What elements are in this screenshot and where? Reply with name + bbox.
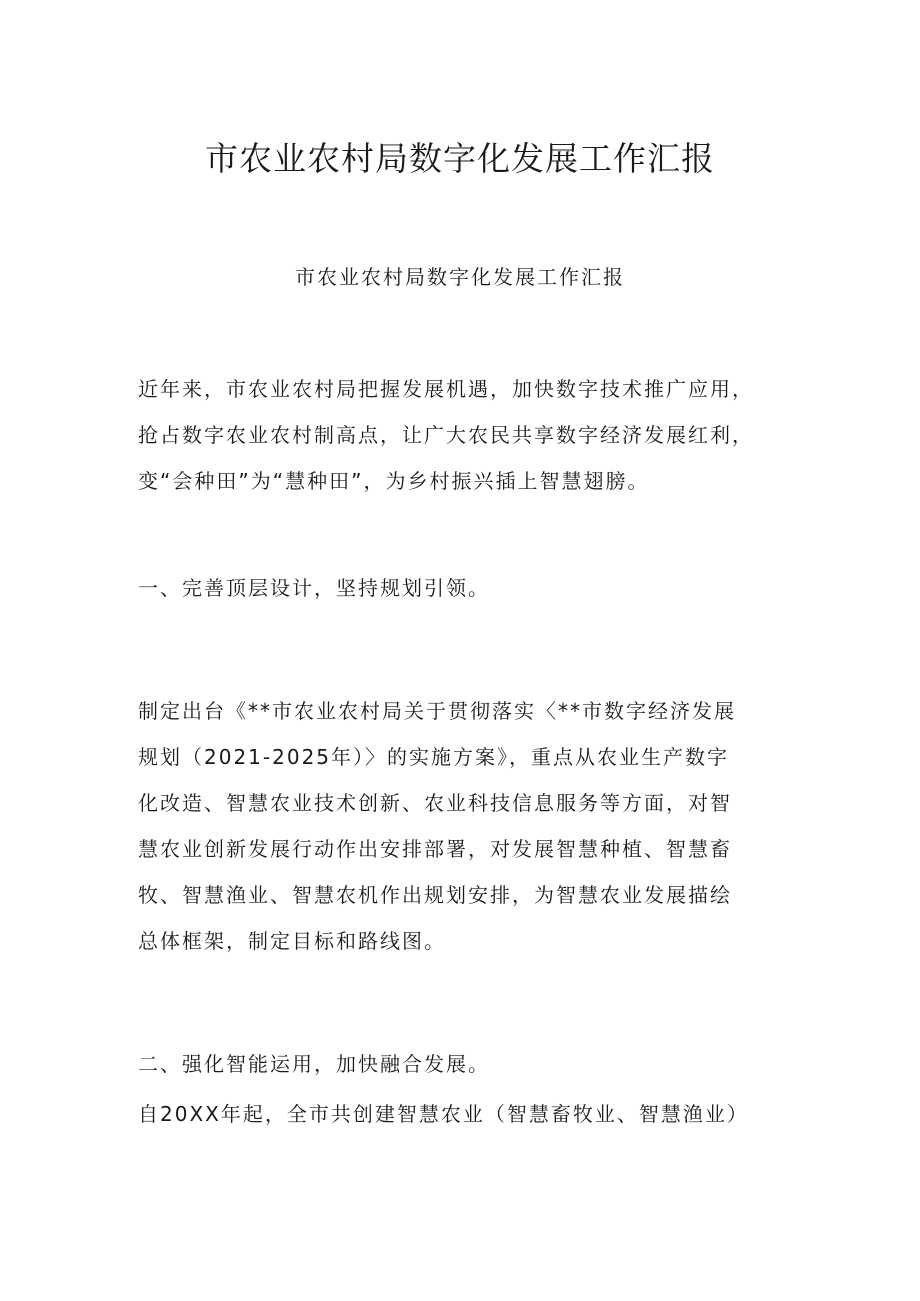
paragraph-line: 慧农业创新发展行动作出安排部署，对发展智慧种植、智慧畜 (138, 837, 732, 861)
paragraph-line: 近年来，市农业农村局把握发展机遇，加快数字技术推广应用， (138, 377, 754, 401)
paragraph-line: 抢占数字农业农村制高点，让广大农民共享数字经济发展红利， (138, 423, 754, 447)
paragraph-line: 规划（2021-2025年）〉的实施方案》，重点从农业生产数字 (138, 745, 730, 769)
section-2-heading: 二、强化智能运用，加快融合发展。 (138, 1052, 490, 1076)
section-1-heading: 一、完善顶层设计，坚持规划引领。 (138, 576, 490, 600)
paragraph-line: 牧、智慧渔业、智慧农机作出规划安排，为智慧农业发展描绘 (138, 883, 732, 907)
paragraph-line: 化改造、智慧农业技术创新、农业科技信息服务等方面，对智 (138, 791, 732, 815)
document-title: 市农业农村局数字化发展工作汇报 (205, 139, 715, 178)
document-subtitle: 市农业农村局数字化发展工作汇报 (295, 265, 625, 289)
paragraph-line: 制定出台《**市农业农村局关于贯彻落实〈**市数字经济发展 (138, 699, 736, 723)
section-2-paragraph (138, 1094, 749, 1134)
intro-paragraph (138, 366, 754, 504)
paragraph-line: 自20XX年起，全市共创建智慧农业（智慧畜牧业、智慧渔业） (138, 1102, 749, 1126)
section-1-paragraph (138, 688, 736, 964)
paragraph-line: 总体框架，制定目标和路线图。 (138, 929, 446, 953)
paragraph-line: 变“会种田”为“慧种田”，为乡村振兴插上智慧翅膀。 (138, 469, 650, 493)
